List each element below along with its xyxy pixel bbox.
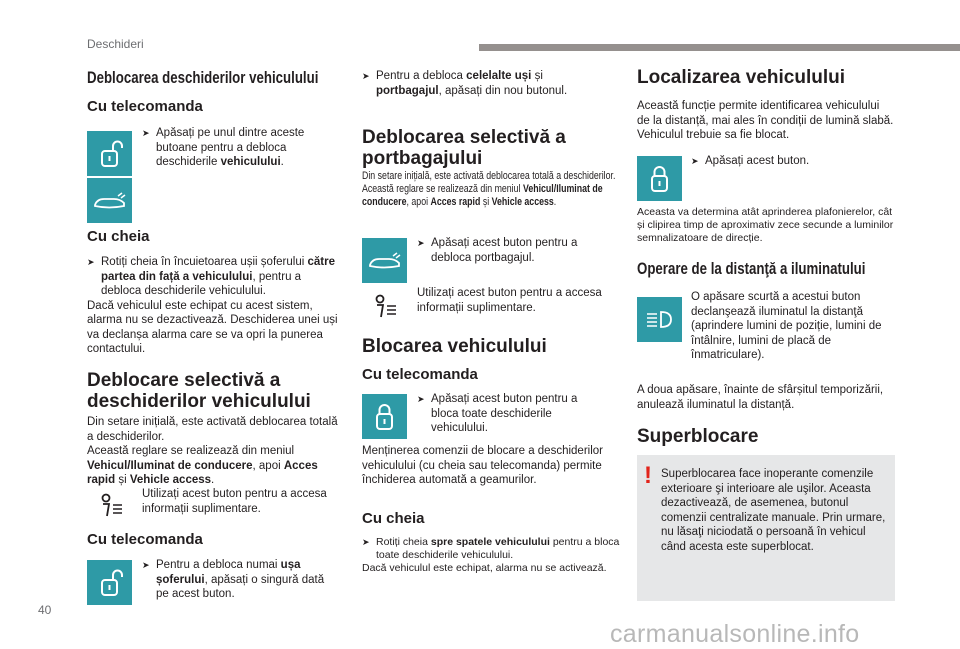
bullet-arrow-icon: ➤ xyxy=(142,128,150,138)
col3-locate-result xyxy=(637,206,895,245)
superlock-heading: Superblocare xyxy=(637,426,759,447)
col3-superlock-heading xyxy=(637,426,758,447)
page-title: Deblocarea deschiderilor vehiculului xyxy=(87,68,319,87)
header-bar xyxy=(479,44,960,51)
car-trunk-icon xyxy=(362,238,407,283)
col3-light-heading xyxy=(637,259,930,279)
locate-heading: Localizarea vehiculului xyxy=(637,67,846,88)
car-trunk-icon xyxy=(87,178,132,223)
remote2-heading: Cu telecomanda xyxy=(87,531,203,548)
watermark: carmanualsonline.info xyxy=(610,620,860,648)
col1-selective-heading xyxy=(87,370,339,412)
padlock-closed-icon xyxy=(637,156,682,201)
info-text: Utilizați acest buton pentru a accesa informații suplimentare. xyxy=(417,287,602,314)
bullet-arrow-icon: ➤ xyxy=(362,71,370,81)
col3-light-second xyxy=(637,383,895,412)
light-heading: Operare de la distanţă a iluminatului xyxy=(637,259,866,278)
alarm-note: Dacă vehiculul este echipat cu acest sistem, alarma nu se dezactivează. Deschiderea unei uși va declanșa alarma care se va opri la punerea contactului. xyxy=(87,299,338,355)
running-header: Deschideri xyxy=(87,37,144,51)
col1-key-text: ➤ Rotiți cheia în încuietoarea ușii șoferului către partea din față a vehiculului, pentru a debloca deschiderile vehiculului. Dacă vehiculul este echipat cu acest sistem, alarma nu se dezactivează. Deschiderea unei uși va declanșa alarma care se va opri la punerea contactului. xyxy=(87,256,338,355)
selective-heading: Deblocare selectivă a deschiderilor vehiculului xyxy=(87,370,311,412)
col2-lock-remote-heading xyxy=(362,366,478,383)
light-second: A doua apăsare, înainte de sfârșitul temporizării, anulează iluminatul la distanță. xyxy=(637,384,884,411)
col3-locate-btn-text: ➤ Apăsați acest buton. xyxy=(691,155,810,167)
bullet-arrow-icon: ➤ xyxy=(142,560,150,570)
padlock-open-icon xyxy=(87,131,132,176)
col1-selective-text: Din setare inițială, este activată deblocarea totală a deschiderilor. Această reglare se realizează din meniul Vehicul/Iluminat de conducere, apoi Acces rapid și Vehicle access. xyxy=(87,416,338,486)
col1-remote-heading xyxy=(87,98,203,115)
remote-heading: Cu telecomanda xyxy=(87,98,203,115)
col1-title xyxy=(87,68,384,88)
bullet-arrow-icon: ➤ xyxy=(417,238,425,248)
col2-trunk-note: Din setare inițială, este activată deblocarea totală a deschiderilor. Această reglare se realizează din meniul Vehicul/Iluminat de conducere, apoi Acces rapid și Vehicle access. xyxy=(362,170,616,208)
col2-info-text xyxy=(417,286,612,315)
col1-info-text xyxy=(142,487,338,516)
col2-lock-remote-text: ➤ Apăsați acest buton pentru a bloca toate deschiderile vehiculului. xyxy=(417,393,578,434)
bullet-arrow-icon: ➤ xyxy=(87,257,95,267)
lock-remote-heading: Cu telecomanda xyxy=(362,366,478,383)
lock-key-note: Dacă vehiculul este echipat, alarma nu se activează. xyxy=(362,562,607,574)
key-heading: Cu cheia xyxy=(87,228,150,245)
col2-lock-key-heading xyxy=(362,510,425,527)
col2-lock-key-text: ➤ Rotiți cheia spre spatele vehiculului pentru a bloca toate deschiderile vehiculului. Dacă vehiculul este echipat, alarma nu se activează. xyxy=(362,536,620,574)
locate-result: Aceasta va determina atât aprinderea plafonierelor, cât și clipirea timp de aproximativ zece secunde a luminilor semnalizatoare de direcție. xyxy=(637,206,894,244)
col2-lock-hold-text xyxy=(362,444,620,488)
col1-remote2-text: ➤ Pentru a debloca numai ușa șoferului, apăsați o singură dată pe acest buton. xyxy=(142,559,325,600)
page-number: 40 xyxy=(38,603,52,617)
padlock-open-icon xyxy=(87,560,132,605)
col3-light-text xyxy=(691,290,891,363)
col2-lock-heading xyxy=(362,336,547,357)
bullet-arrow-icon: ➤ xyxy=(691,156,699,166)
col1-key-heading xyxy=(87,228,150,245)
locate-text: Această funcție permite identificarea vehiculului de la distanță, mai ales în condiții de lumină slabă. Vehiculul trebuie sa fie blocat. xyxy=(637,100,894,141)
col2-trunk-heading xyxy=(362,127,607,169)
bullet-arrow-icon: ➤ xyxy=(417,394,425,404)
col1-remote-text: ➤ Apăsați pe unul dintre aceste butoane pentru a debloca deschiderile vehiculului. xyxy=(142,127,305,168)
info-person-icon xyxy=(98,492,124,518)
trunk-heading: Deblocarea selectivă a portbagajului xyxy=(362,127,566,169)
info-person-icon xyxy=(372,293,398,319)
info-text: Utilizați acest buton pentru a accesa informații suplimentare. xyxy=(142,488,327,515)
col1-remote2-heading xyxy=(87,531,203,548)
bullet-arrow-icon: ➤ xyxy=(362,537,370,547)
padlock-closed-icon xyxy=(362,394,407,439)
col3-locate-text xyxy=(637,99,895,143)
col3-superlock-text xyxy=(661,467,889,554)
lock-heading: Blocarea vehiculului xyxy=(362,336,547,357)
superlock-warning-text: Superblocarea face inoperante comenzile exterioare şi interioare ale uşilor. Aceasta dezactivează, de asemenea, butonul comenzii centralizate manuale. Prin urmare, nu lăsaţi niciodată o persoană în vehicul când acesta este superblocat. xyxy=(661,468,886,553)
col3-locate-heading xyxy=(637,67,845,88)
col2-trunk-btn-text: ➤ Apăsați acest buton pentru a debloca portbagajul. xyxy=(417,237,578,264)
headlight-icon xyxy=(637,297,682,342)
lock-hold-text: Menținerea comenzii de blocare a deschiderilor vehiculului (cu cheia sau telecomanda) permite închiderea automată a geamurilor. xyxy=(362,445,603,486)
col2-other-text: ➤ Pentru a debloca celelalte uși și portbagajul, apăsați din nou butonul. xyxy=(362,70,568,97)
light-text: O apăsare scurtă a acestui buton declanşează iluminatul la distanţă (aprindere lumini de poziție, lumini de întâlnire, lumini de placă de înmatriculare). xyxy=(691,291,882,361)
lock-key-heading: Cu cheia xyxy=(362,510,425,527)
warning-icon: ! xyxy=(644,462,652,489)
